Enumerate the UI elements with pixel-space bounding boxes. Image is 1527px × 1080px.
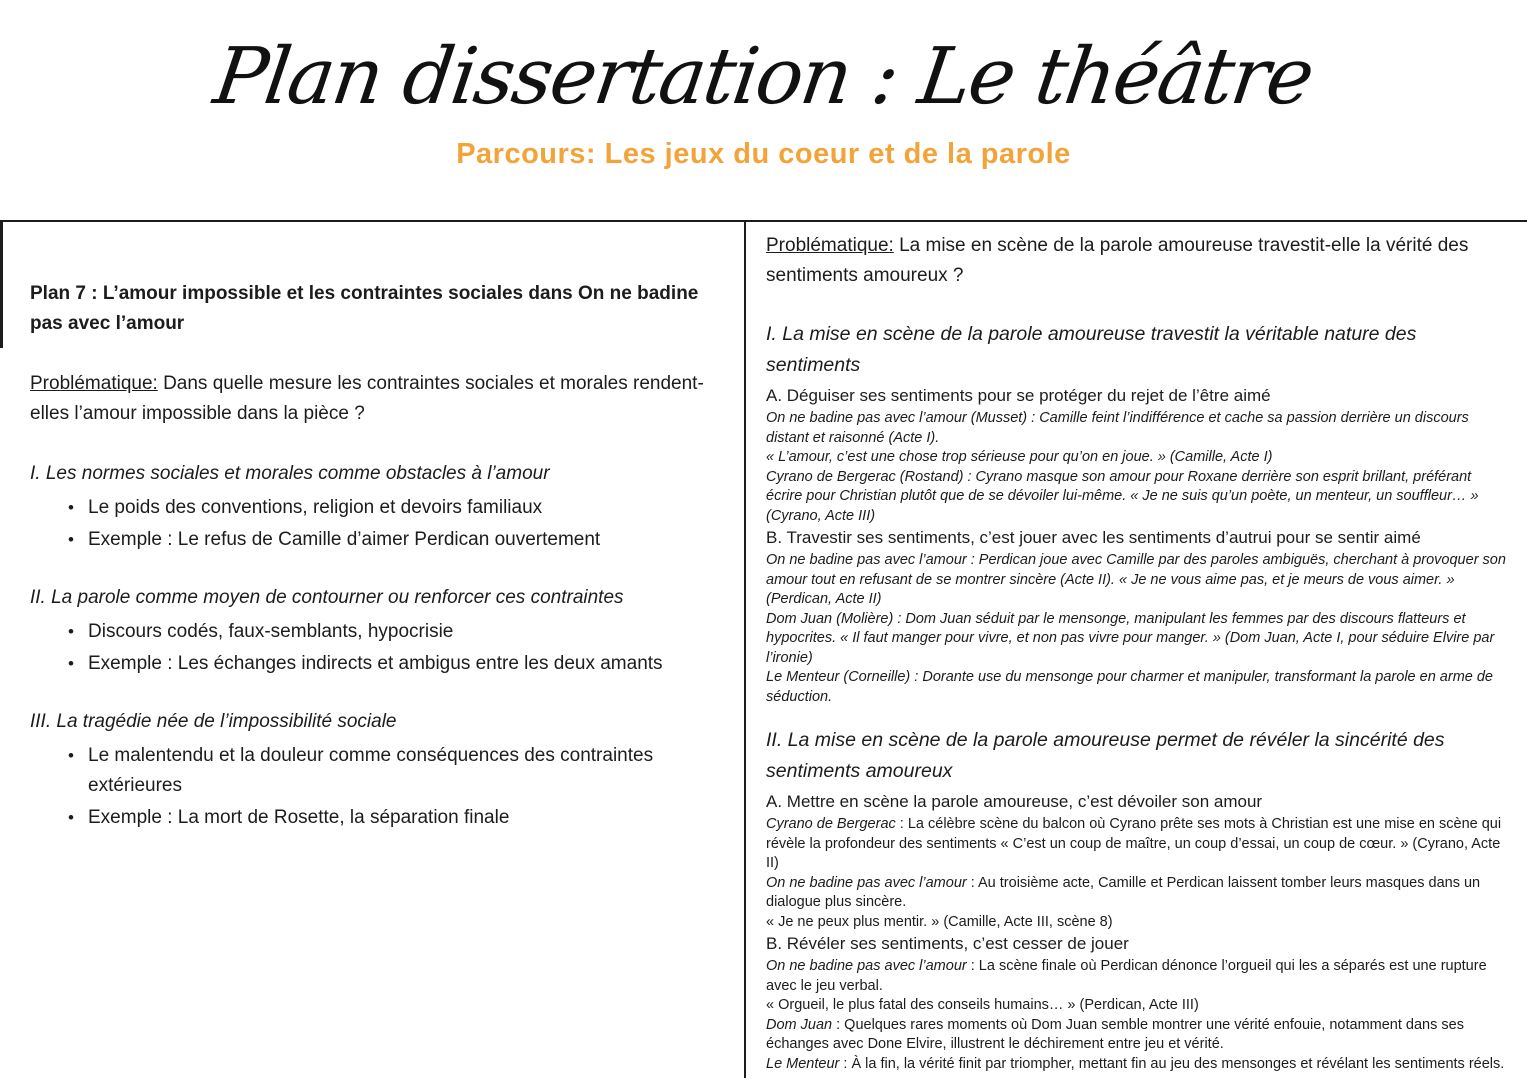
page-title: Plan dissertation : Le théâtre bbox=[209, 32, 1318, 122]
evidence-text: : À la fin, la vérité finit par triompher, mettant fin au jeu des mensonges et révélant les sentiments réels. bbox=[839, 1055, 1505, 1072]
work-title: On ne badine pas avec l’amour bbox=[766, 874, 967, 891]
right-problematique bbox=[766, 231, 1511, 291]
work-title: Dom Juan bbox=[766, 1016, 833, 1033]
left-section-3-bullets bbox=[30, 741, 722, 833]
right-section-1-heading: I. La mise en scène de la parole amoureuse travestit la véritable nature des sentiments bbox=[766, 323, 1417, 376]
problematique-text: Dans quelle mesure les contraintes sociales et morales rendent-elles l’amour impossible dans la pièce ? bbox=[30, 373, 704, 424]
evidence-paragraph: Cyrano de Bergerac (Rostand) : Cyrano masque son amour pour Roxane derrière son esprit brillant, préférant écrire pour Christian plutôt que de se dévoiler lui-même. « Je ne suis qu’un poète, un menteur, un souffleur… » (Cyrano, Acte III) bbox=[766, 468, 1479, 524]
left-section-1-bullets bbox=[30, 493, 722, 555]
section-1-subA-heading: A. Déguiser ses sentiments pour se protéger du rejet de l’être aimé bbox=[766, 386, 1271, 405]
left-problematique bbox=[30, 369, 722, 429]
evidence-paragraph: On ne badine pas avec l’amour : Perdican joue avec Camille par des paroles ambiguës, cherchant à provoquer son amour tout en refusant de se montrer sincère (Acte II). « Je ne vous aime pas, et je meurs de vous aimer. » (Perdican, Acte II) bbox=[766, 552, 1506, 607]
work-title: Le Menteur bbox=[766, 1055, 840, 1072]
problematique-label: Problématique: bbox=[766, 235, 894, 256]
list-item: • Discours codés, faux-semblants, hypocrisie bbox=[68, 617, 722, 647]
list-item: • Exemple : La mort de Rosette, la séparation finale bbox=[68, 803, 722, 833]
right-section-2-heading: II. La mise en scène de la parole amoureuse permet de révéler la sincérité des sentiments amoureux bbox=[766, 729, 1445, 782]
list-item: • Le poids des conventions, religion et devoirs familiaux bbox=[68, 493, 722, 523]
plan-title: Plan 7 : L’amour impossible et les contraintes sociales dans On ne badine pas avec l’amour bbox=[30, 283, 699, 334]
section-2-subB-heading: B. Révéler ses sentiments, c’est cesser de jouer bbox=[766, 934, 1129, 953]
evidence-text: « Orgueil, le plus fatal des conseils humains… » (Perdican, Acte III) bbox=[766, 997, 1199, 1013]
evidence-text: : La célèbre scène du balcon où Cyrano prête ses mots à Christian est une mise en scène qui révèle la profondeur des sentiments « C’est un coup de maître, un coup d’essai, un coup de cœur. » (Cyrano, Acte II) bbox=[766, 816, 1502, 871]
evidence-text: : Au troisième acte, Camille et Perdican laissent tomber leurs masques dans un dialogue plus sincère. bbox=[766, 874, 1481, 910]
left-column bbox=[0, 222, 744, 1078]
evidence-paragraph bbox=[766, 874, 1511, 913]
left-section-1-heading: I. Les normes sociales et morales comme obstacles à l’amour bbox=[30, 463, 550, 484]
list-item: • Exemple : Les échanges indirects et ambigus entre les deux amants bbox=[68, 649, 722, 679]
left-section-2-heading: II. La parole comme moyen de contourner ou renforcer ces contraintes bbox=[30, 587, 624, 608]
page-subtitle: Parcours: Les jeux du coeur et de la parole bbox=[456, 138, 1071, 170]
list-item: • Exemple : Le refus de Camille d’aimer Perdican ouvertement bbox=[68, 525, 722, 555]
left-section-2-bullets bbox=[30, 617, 722, 679]
evidence-paragraph: Dom Juan (Molière) : Dom Juan séduit par le mensonge, manipulant les femmes par des discours flatteurs et hypocrites. « Il faut manger pour vivre, et non pas vivre pour manger. » (Dom Juan, Acte I, pour séduire Elvire par l’ironie) bbox=[766, 610, 1495, 666]
evidence-text: : La scène finale où Perdican dénonce l’orgueil qui les a séparés est une rupture avec le jeu verbal. bbox=[766, 958, 1487, 994]
problematique-label: Problématique: bbox=[30, 373, 158, 394]
evidence-text: : Quelques rares moments où Dom Juan semble montrer une vérité enfouie, notamment dans ses échanges avec Done Elvire, illustrent le déchirement entre jeu et vérité. bbox=[766, 1016, 1464, 1052]
work-title: On ne badine pas avec l’amour bbox=[766, 958, 967, 974]
evidence-paragraph bbox=[766, 815, 1511, 874]
problematique-text: La mise en scène de la parole amoureuse travestit-elle la vérité des sentiments amoureux ? bbox=[766, 235, 1469, 286]
right-column bbox=[744, 222, 1527, 1078]
work-title: Cyrano de Bergerac bbox=[766, 816, 896, 832]
section-2-subA-heading: A. Mettre en scène la parole amoureuse, c’est dévoiler son amour bbox=[766, 792, 1263, 811]
evidence-text: « Je ne peux plus mentir. » (Camille, Acte III, scène 8) bbox=[766, 913, 1113, 930]
evidence-paragraph: On ne badine pas avec l’amour (Musset) : Camille feint l’indifférence et cache sa passion derrière un discours distant et raisonné (Acte I). bbox=[766, 410, 1469, 446]
document-header bbox=[0, 0, 1527, 222]
content-columns bbox=[0, 222, 1527, 1078]
left-edge-border bbox=[0, 222, 3, 348]
evidence-paragraph: Le Menteur (Corneille) : Dorante use du mensonge pour charmer et manipuler, transformant la parole en arme de séduction. bbox=[766, 669, 1493, 705]
evidence-paragraph bbox=[766, 1016, 1511, 1055]
evidence-paragraph bbox=[766, 957, 1511, 996]
list-item: • Le malentendu et la douleur comme conséquences des contraintes extérieures bbox=[68, 741, 722, 801]
evidence-paragraph bbox=[766, 1055, 1511, 1075]
quote-paragraph: « L’amour, c’est une chose trop sérieuse pour qu’on en joue. » (Camille, Acte I) bbox=[766, 449, 1273, 465]
section-1-subB-heading: B. Travestir ses sentiments, c’est jouer avec les sentiments d’autrui pour se sentir aimé bbox=[766, 528, 1421, 547]
left-section-3-heading: III. La tragédie née de l’impossibilité sociale bbox=[30, 711, 397, 732]
quote-paragraph bbox=[766, 913, 1511, 933]
quote-paragraph bbox=[766, 996, 1511, 1016]
